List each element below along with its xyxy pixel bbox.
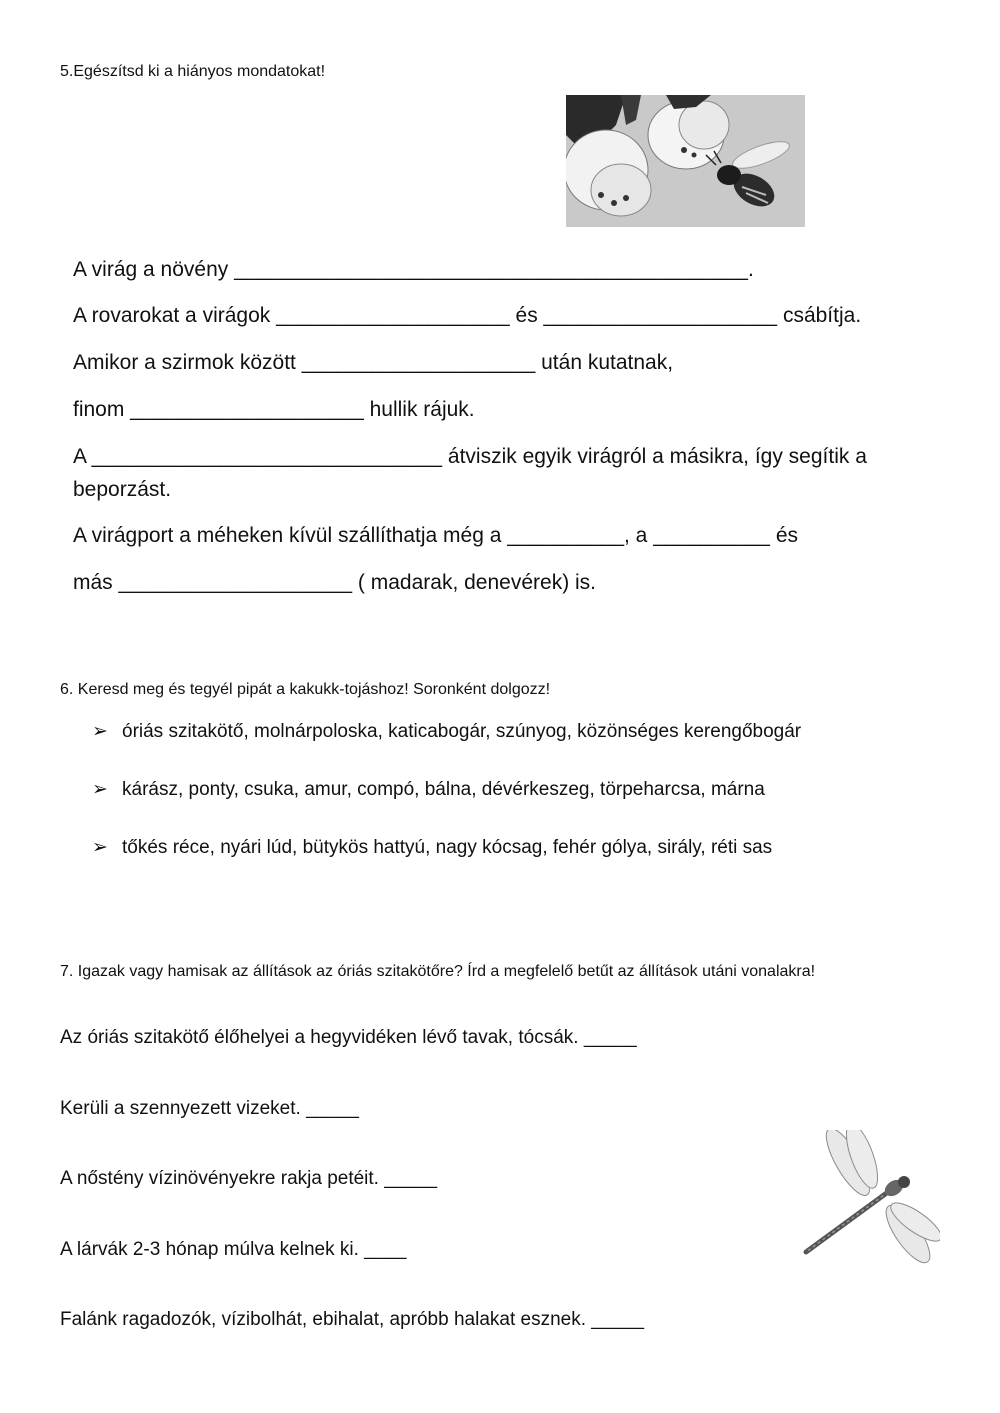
bee-flower-photo-icon [566, 95, 805, 227]
list-item [92, 836, 772, 859]
statement-2: Kerüli a szennyezett vizeket. _____ [60, 1098, 359, 1119]
fill-line-7: A virágport a méheken kívül szállíthatja még a __________, a __________ és [73, 524, 799, 547]
statement-1: Az óriás szitakötő élőhelyei a hegyvidéken lévő tavak, tócsák. _____ [60, 1027, 637, 1048]
list-item [92, 778, 765, 801]
arrow-icon: ➢ [92, 721, 108, 742]
statement-4: A lárvák 2-3 hónap múlva kelnek ki. ____ [60, 1239, 407, 1260]
arrow-icon: ➢ [92, 837, 108, 858]
dragonfly-icon [800, 1130, 940, 1280]
statement-3: A nőstény vízinövényekre rakja petéit. _____ [60, 1168, 438, 1189]
fill-line-1: A virág a növény ____________________________________________. [73, 258, 754, 281]
arrow-icon: ➢ [92, 779, 108, 800]
fill-line-3: Amikor a szirmok között ____________________ után kutatnak, [73, 351, 674, 374]
row-text: kárász, ponty, csuka, amur, compó, bálna, dévérkeszeg, törpeharcsa, márna [122, 779, 765, 800]
fill-line-5: A ______________________________ átviszik egyik virágról a másikra, így segítik a [73, 445, 867, 468]
fill-line-8: más ____________________ ( madarak, denevérek) is. [73, 571, 597, 594]
section5-title: 5.Egészítsd ki a hiányos mondatokat! [60, 63, 326, 80]
fill-line-2: A rovarokat a virágok ____________________ és ____________________ csábítja. [73, 304, 862, 327]
section6-title: 6. Keresd meg és tegyél pipát a kakukk-tojáshoz! Soronként dolgozz! [60, 681, 551, 698]
fill-line-6: beporzást. [73, 478, 172, 501]
fill-line-4: finom ____________________ hullik rájuk. [73, 398, 475, 421]
statement-5: Falánk ragadozók, vízibolhát, ebihalat, apróbb halakat esznek. _____ [60, 1309, 645, 1330]
list-item [92, 720, 801, 743]
row-text: óriás szitakötő, molnárpoloska, katicabogár, szúnyog, közönséges kerengőbogár [122, 721, 802, 742]
section7-title: 7. Igazak vagy hamisak az állítások az óriás szitakötőre? Írd a megfelelő betűt az állítások utáni vonalakra! [60, 963, 816, 980]
row-text: tőkés réce, nyári lúd, bütykös hattyú, nagy kócsag, fehér gólya, sirály, réti sas [122, 837, 773, 858]
